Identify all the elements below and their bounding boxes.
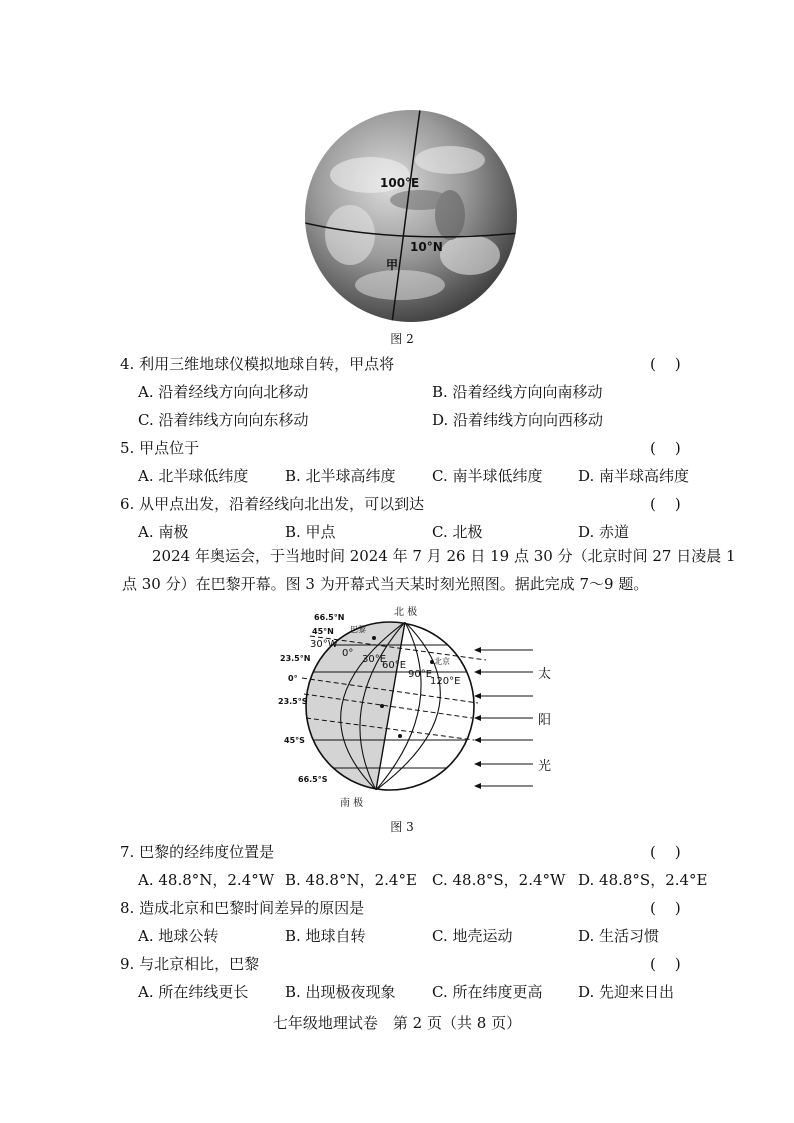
q6-option-d[interactable]: D. 赤道 — [578, 523, 630, 541]
beijing-label: 北京 — [434, 657, 450, 666]
q8-stem: 8. 造成北京和巴黎时间差异的原因是 — [120, 899, 365, 917]
lon-label-0: 0° — [342, 648, 354, 659]
q5-option-d[interactable]: D. 南半球高纬度 — [578, 467, 690, 485]
sun-label-1: 太 — [538, 667, 552, 682]
meridian-label: 100°E — [380, 176, 420, 190]
page-footer: 七年级地理试卷 第 2 页（共 8 页） — [272, 1014, 522, 1032]
figure3-caption: 图 3 — [390, 820, 414, 834]
lat-label-23n: 23.5°N — [280, 654, 311, 663]
parallel-label: 10°N — [410, 240, 443, 254]
lon-label-120e: 120°E — [430, 676, 461, 687]
q9-answer-bracket[interactable]: ( ) — [650, 955, 681, 973]
lat-label-0: 0° — [288, 674, 298, 683]
lon-label-30w: 30°W — [310, 639, 338, 650]
intro-line-1: 2024 年奥运会，于当地时间 2024 年 7 月 26 日 19 点 30 分（北京时间 27 日凌晨 1 — [152, 547, 736, 565]
q9-option-d[interactable]: D. 先迎来日出 — [578, 983, 675, 1001]
lon-label-90e: 90°E — [408, 669, 433, 680]
q4-option-d[interactable]: D. 沿着纬线方向向西移动 — [432, 411, 604, 429]
q6-option-b[interactable]: B. 甲点 — [285, 523, 336, 541]
q7-option-b[interactable]: B. 48.8°N，2.4°E — [285, 871, 417, 889]
lat-label-66n: 66.5°N — [314, 613, 345, 622]
lat-label-23s: 23.5°S — [278, 697, 308, 706]
q9-option-c[interactable]: C. 所在纬度更高 — [432, 983, 543, 1001]
q7-answer-bracket[interactable]: ( ) — [650, 843, 681, 861]
q9-option-b[interactable]: B. 出现极夜现象 — [285, 983, 396, 1001]
paris-label: 巴黎 — [350, 625, 366, 634]
figure3-illumination-diagram — [278, 600, 568, 812]
intro-paragraph — [122, 542, 736, 598]
q4-option-a[interactable]: A. 沿着经线方向向北移动 — [138, 383, 309, 401]
q8-option-c[interactable]: C. 地壳运动 — [432, 927, 513, 945]
sun-label-2: 阳 — [538, 713, 552, 728]
q8-option-d[interactable]: D. 生活习惯 — [578, 927, 660, 945]
q4-stem: 4. 利用三维地球仪模拟地球自转，甲点将 — [120, 355, 395, 373]
lat-label-45s: 45°S — [284, 736, 305, 745]
lat-label-66s: 66.5°S — [298, 775, 328, 784]
q5-option-c[interactable]: C. 南半球低纬度 — [432, 467, 543, 485]
q4-option-b[interactable]: B. 沿着经线方向向南移动 — [432, 383, 603, 401]
figure2-caption: 图 2 — [390, 332, 414, 346]
q5-option-a[interactable]: A. 北半球低纬度 — [138, 467, 249, 485]
q5-option-b[interactable]: B. 北半球高纬度 — [285, 467, 396, 485]
q5-stem: 5. 甲点位于 — [120, 439, 200, 457]
sun-label-3: 光 — [538, 759, 552, 774]
lon-label-60e: 60°E — [382, 660, 407, 671]
q6-option-c[interactable]: C. 北极 — [432, 523, 483, 541]
q9-option-a[interactable]: A. 所在纬线更长 — [138, 983, 249, 1001]
q8-answer-bracket[interactable]: ( ) — [650, 899, 681, 917]
q7-option-c[interactable]: C. 48.8°S，2.4°W — [432, 871, 566, 889]
q6-answer-bracket[interactable]: ( ) — [650, 495, 681, 513]
q7-option-d[interactable]: D. 48.8°S，2.4°E — [578, 871, 708, 889]
q5-answer-bracket[interactable]: ( ) — [650, 439, 681, 457]
q8-option-a[interactable]: A. 地球公转 — [138, 927, 219, 945]
q7-option-a[interactable]: A. 48.8°N，2.4°W — [138, 871, 275, 889]
q9-stem: 9. 与北京相比，巴黎 — [120, 955, 260, 973]
lon-label-30e: 30°E — [362, 654, 387, 665]
q4-option-c[interactable]: C. 沿着纬线方向向东移动 — [138, 411, 309, 429]
intro-line-2: 点 30 分）在巴黎开幕。图 3 为开幕式当天某时刻光照图。据此完成 7～9 题。 — [122, 575, 649, 593]
q7-stem: 7. 巴黎的经纬度位置是 — [120, 843, 275, 861]
north-pole-label: 北 极 — [394, 607, 418, 618]
q4-answer-bracket[interactable]: ( ) — [650, 355, 681, 373]
q8-option-b[interactable]: B. 地球自转 — [285, 927, 366, 945]
q6-stem: 6. 从甲点出发，沿着经线向北出发，可以到达 — [120, 495, 425, 513]
south-pole-label: 南 极 — [340, 798, 364, 809]
figure2-globe — [300, 105, 522, 327]
point-jia-label: 甲 — [386, 258, 399, 272]
lat-label-45n: 45°N — [312, 627, 334, 636]
paris-dot — [372, 636, 376, 640]
q6-option-a[interactable]: A. 南极 — [138, 523, 189, 541]
